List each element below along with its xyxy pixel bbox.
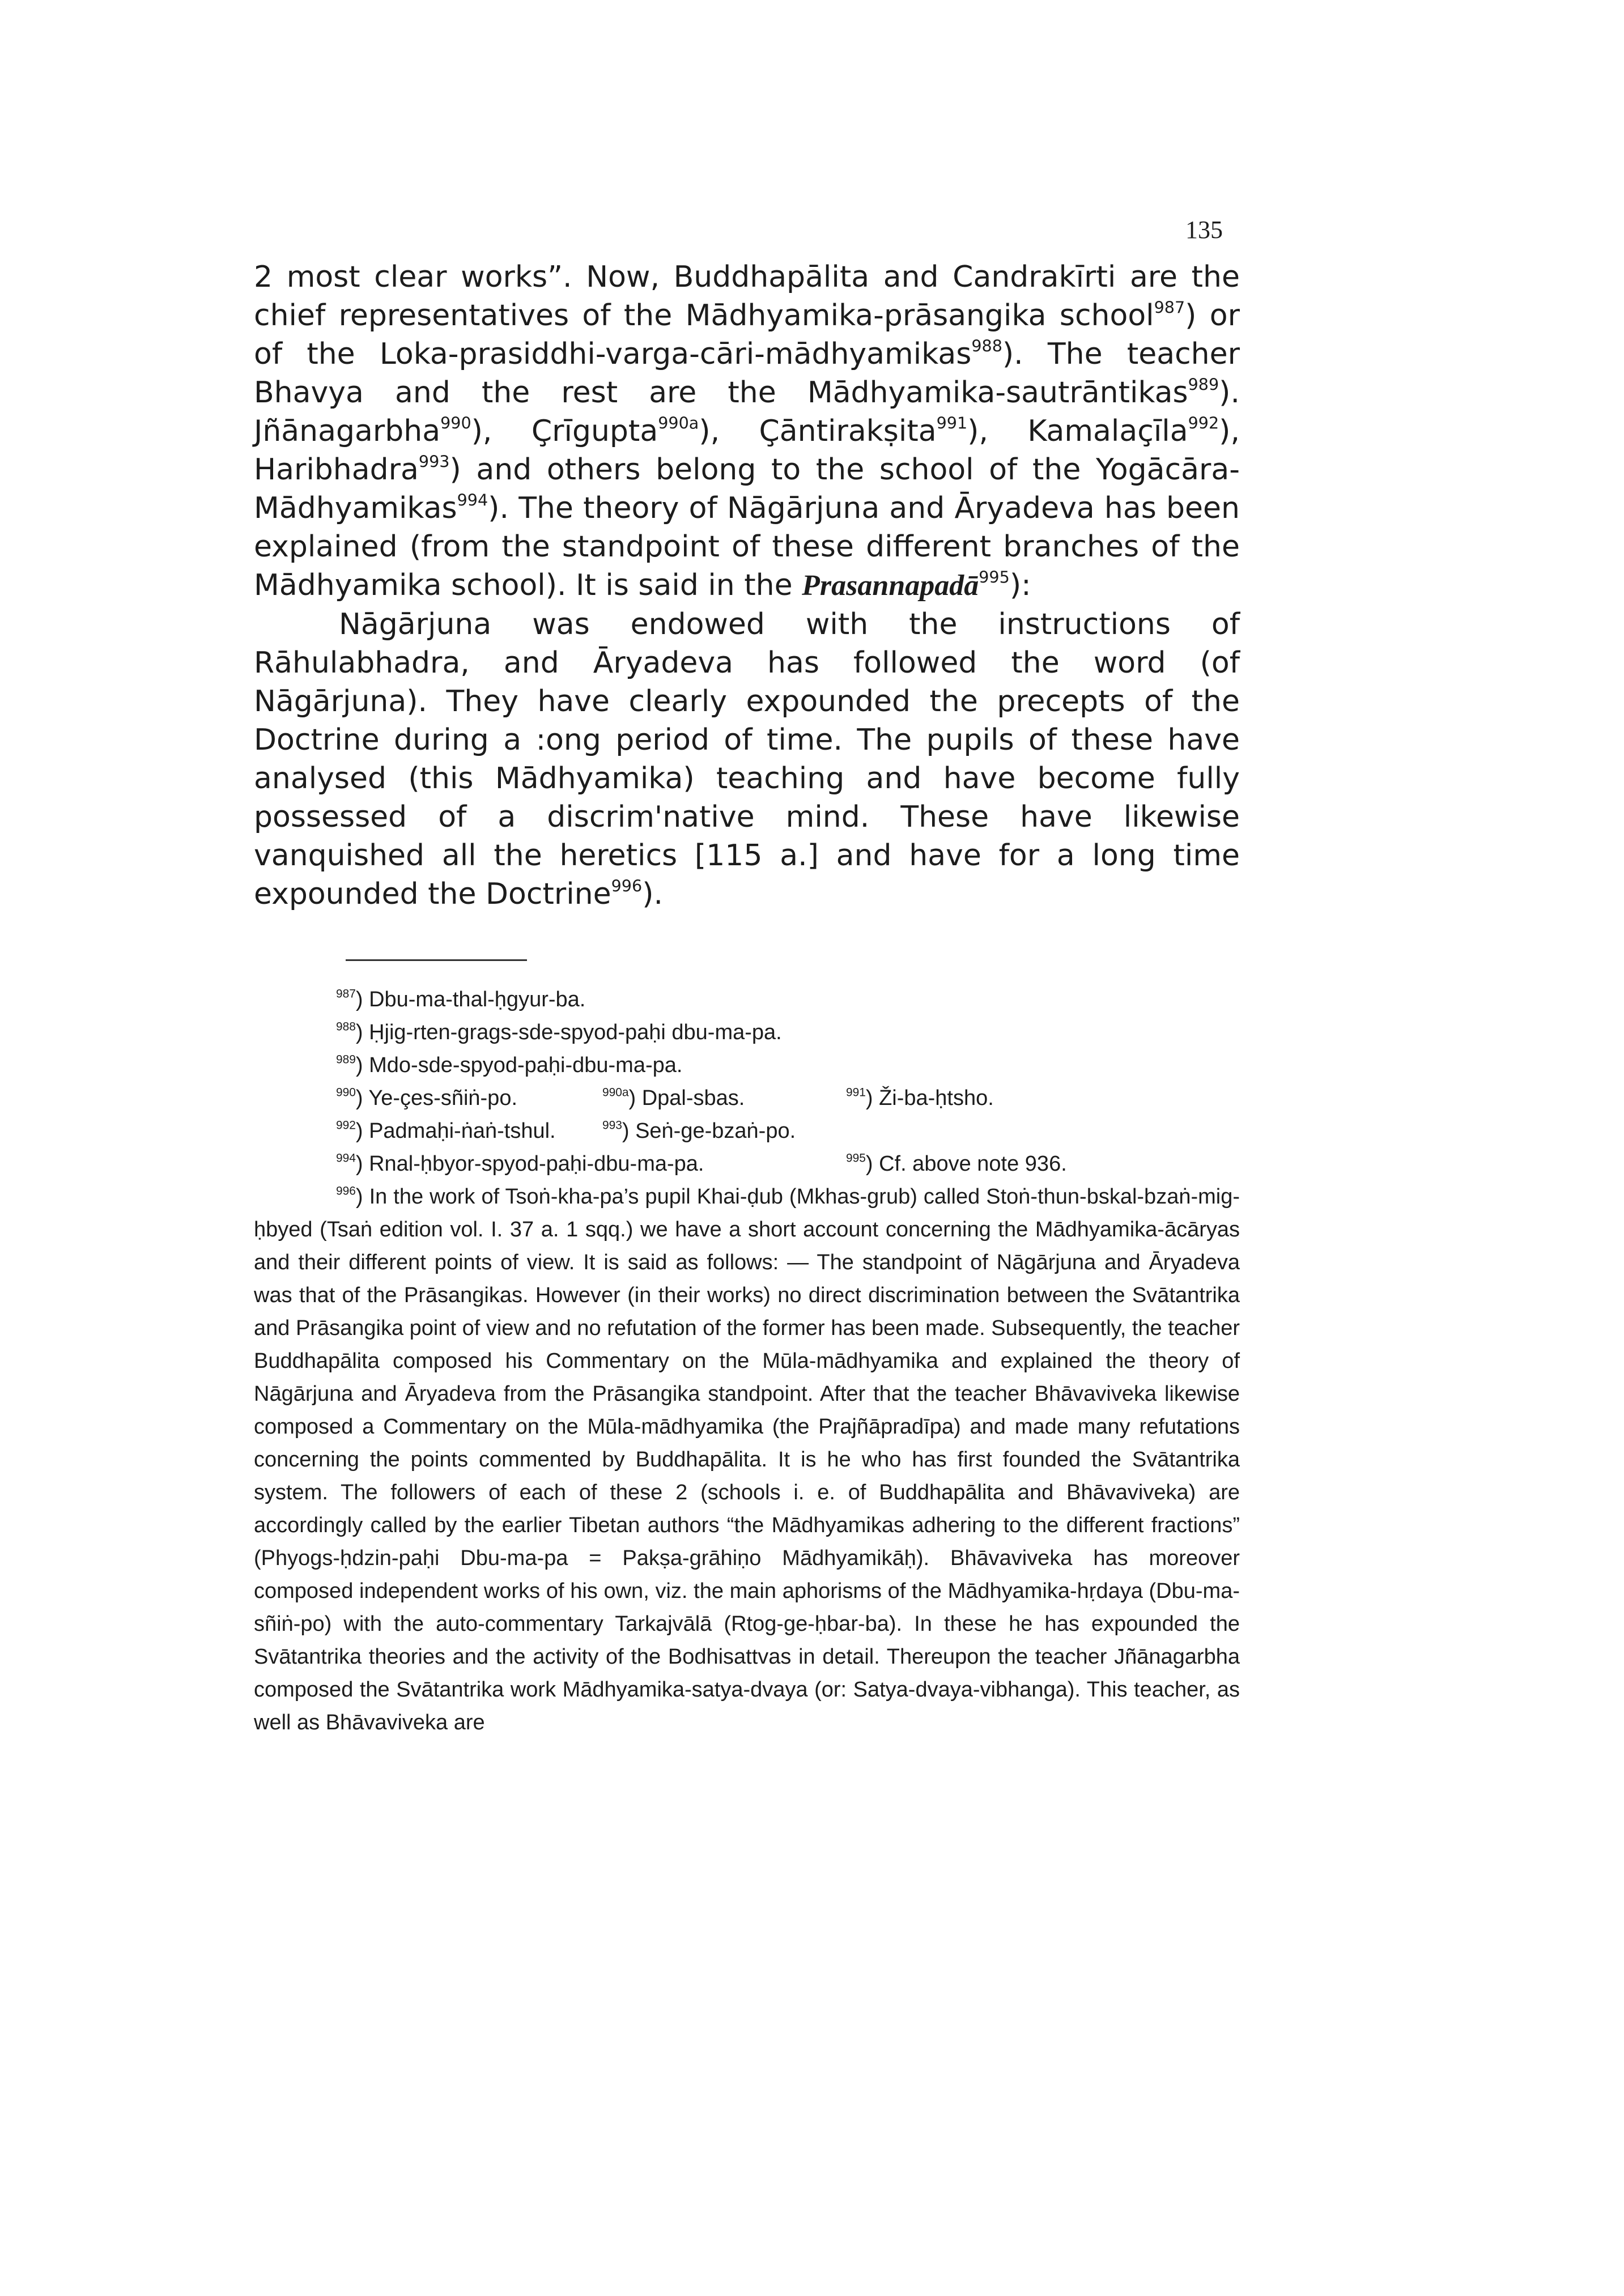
footnote-994-row: $^{994}$) Rnal-ḥbyor-spyod-paḥi-dbu-ma-pa. $^{995}$) Cf. above note 936. <box>336 1151 1067 1176</box>
note-ref: 992 <box>1188 413 1219 433</box>
work-title: Prasannapadā <box>802 569 979 602</box>
footnote-990-row: $^{990}$) Ye-çes-sñiṅ-po. $^{990a}$) Dpal-sbas. $^{991}$) Ži-ba-ḥtsho. <box>336 1086 994 1110</box>
note-ref: 989 <box>1188 375 1219 394</box>
note-ref: 991 <box>936 413 968 433</box>
note-ref: 996 <box>611 876 643 896</box>
footnote-996: $^{996}$) In the work of Tsoṅ-kha-pa’s pupil Khai-ḍub (Mkhas-grub) called Stoṅ-thun-bskal-bzaṅ-mig-ḥbyed (Tsaṅ edition vol. I. 37 a. 1 sqq.) we have a short account concerning the Mādhyamika-ācāryas and their different points of view. It is said as follows: — The standpoint of Nāgārjuna and Āryadeva was that of the Prāsangikas. However (in their works) no direct discrimination between the Svātantrika and Prāsangika point of view and no refutation of the former has been made. Subsequently, the teacher Buddhapālita composed his Commentary on the Mūla-mādhyamika and explained the theory of Nāgārjuna and Āryadeva from the Prāsangika standpoint. After that the teacher Bhāvaviveka likewise composed a Commentary on the Mūla-mādhyamika (the Prajñāpradīpa) and made many refutations concerning the points commented by Buddhapālita. It is he who has first founded the Svātantrika system. The followers of each of these 2 (schools i. e. of Buddhapālita and Bhāvaviveka) are accordingly called by the earlier Tibetan authors “the Mādhyamikas adhering to the different fractions” (Phyogs-ḥdzin-paḥi Dbu-ma-pa = Pakṣa-grāhiṇo Mādhyamikāḥ). Bhāvaviveka has moreover composed independent works of his own, viz. the main aphorisms of the Mādhyamika-hṛdaya (Dbu-ma-sñiṅ-po) with the auto-commentary Tarkajvālā (Rtog-ge-ḥbar-ba). In these he has expounded the Svātantrika theories and the activity of the Bodhisattvas in detail. Thereupon the teacher Jñānagarbha composed the Svātantrika work Mādhyamika-satya-dvaya (or: Satya-dvaya-vibhanga). This teacher, as well as Bhāvaviveka are <box>254 1184 1240 1734</box>
note-ref: 993 <box>418 452 450 471</box>
footnotes <box>254 983 1240 1739</box>
note-ref: 990a <box>658 413 699 433</box>
footnote-992-row: $^{992}$) Padmaḥi-ṅaṅ-tshul. $^{993}$) Seṅ-ge-bzaṅ-po. <box>336 1119 796 1143</box>
paragraph-1: 2 most clear works”. Now, Buddhapālita and Candrakīrti are the chief representatives of the Mādhyamika-prāsangika school$^{987}$) or of the Loka-prasiddhi-varga-cāri-mādhyamikas$^{988}$). The teacher Bhavya and the rest are the Mādhyamika-sautrāntikas$^{989}$). Jñānagarbha$^{990}$), Çrīgupta$^{990a}$), Çāntirakṣita$^{991}$), Kamalaçīla$^{992}$), Haribhadra$^{993}$) and others belong to the school of the Yogācāra-Mādhyamikas$^{994}$). The theory of Nāgārjuna and Āryadeva has been explained (from the standpoint of these different branches of the Mādhyamika school). It is said in the Prasannapadā$^{995}$): <box>254 260 1240 602</box>
note-ref: 994 <box>457 490 488 510</box>
note-ref: 990 <box>440 413 471 433</box>
footnote-divider <box>346 959 527 961</box>
note-ref: 988 <box>971 336 1002 356</box>
paragraph-2: Nāgārjuna was endowed with the instructions of Rāhulabhadra, and Āryadeva has followed the word (of Nāgārjuna). They have clearly expounded the precepts of the Doctrine during a :ong period of time. The pupils of these have analysed (this Mādhyamika) teaching and have become fully possessed of a discrim'native mind. These have likewise vanquished all the heretics [115 a.] and have for a long time expounded the Doctrine$^{996}$). <box>254 607 1240 911</box>
page-number: 135 <box>1185 216 1223 244</box>
note-ref: 987 <box>1154 297 1185 317</box>
footnote-987: $^{987}$) Dbu-ma-thal-ḥgyur-ba. <box>336 987 586 1011</box>
footnote-989: $^{989}$) Mdo-sde-spyod-paḥi-dbu-ma-pa. <box>336 1053 683 1077</box>
note-ref: 995 <box>979 567 1010 587</box>
footnote-988: $^{988}$) Ḥjig-rten-grags-sde-spyod-paḥi dbu-ma-pa. <box>336 1020 782 1044</box>
main-text <box>254 258 1240 913</box>
